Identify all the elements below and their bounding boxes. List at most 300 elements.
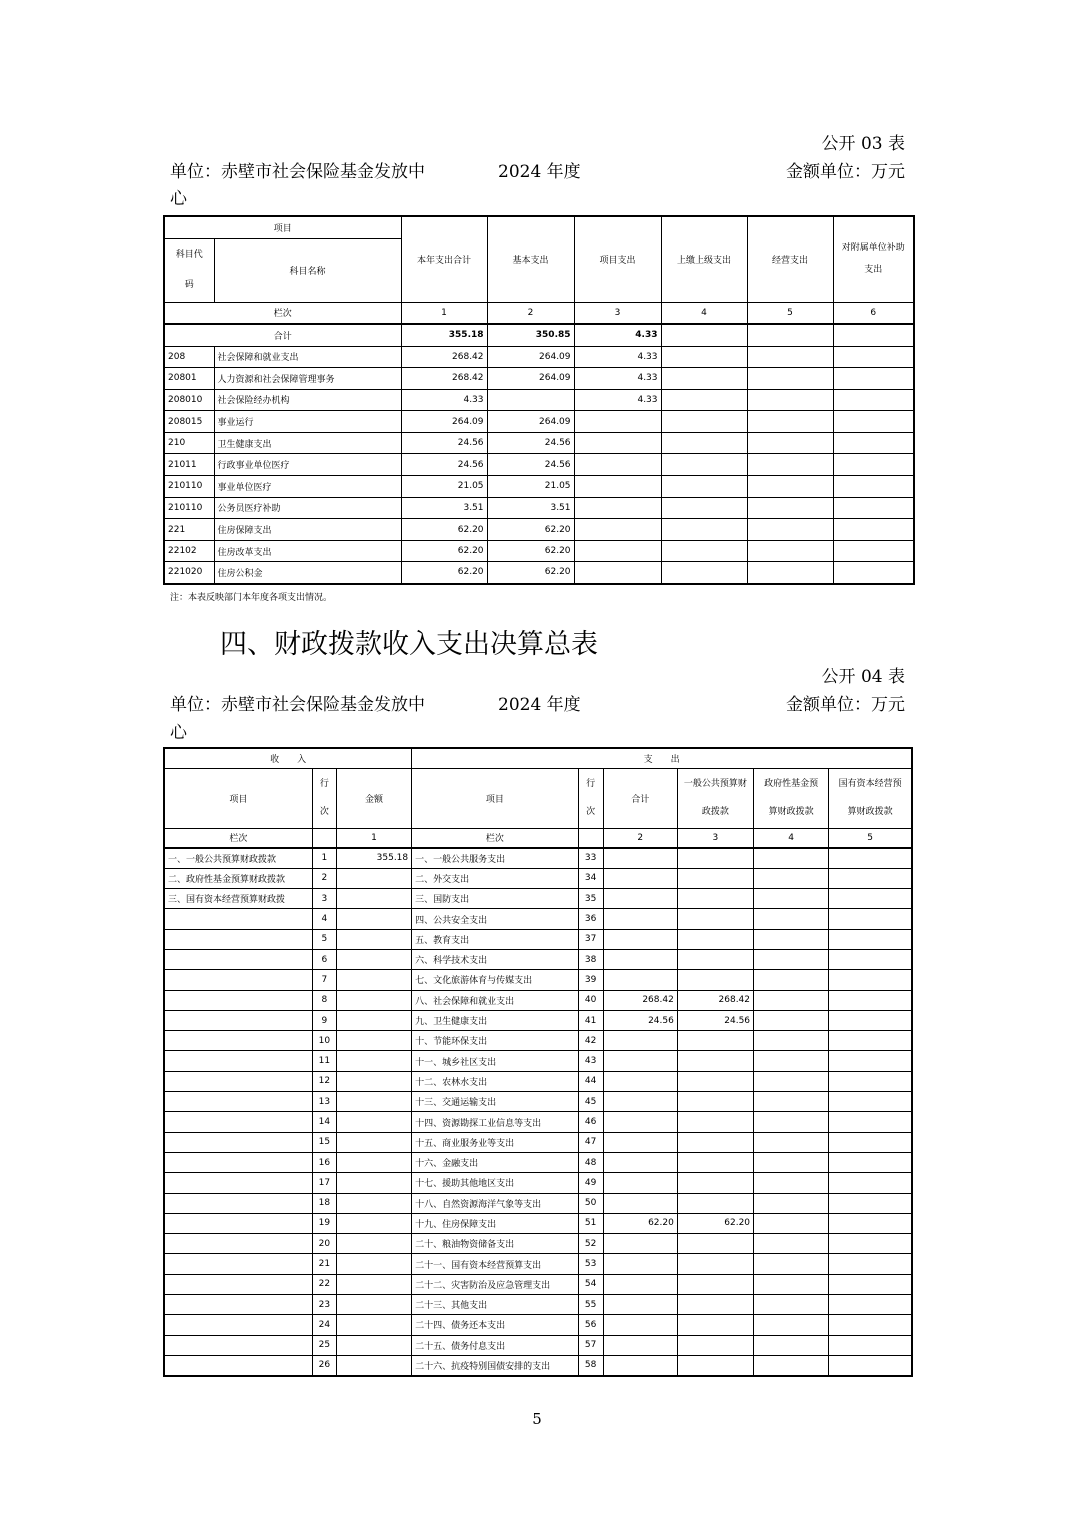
table-row (164, 949, 912, 969)
amount-cell (661, 411, 747, 433)
expense-item: 一、一般公共服务支出 (412, 848, 578, 868)
amount-cell (747, 411, 833, 433)
subject-name: 事业运行 (214, 411, 401, 433)
income-item (164, 1234, 312, 1254)
expense-general (677, 1092, 753, 1112)
expense-total (603, 1152, 677, 1172)
expense-total (603, 970, 677, 990)
expense-item: 十五、商业服务业等支出 (412, 1132, 578, 1152)
expense-item: 二十一、国有资本经营预算支出 (412, 1254, 578, 1274)
expense-rownum: 49 (578, 1173, 603, 1193)
income-rownum: 7 (312, 970, 336, 990)
income-amount (336, 889, 411, 909)
income-rownum: 6 (312, 949, 336, 969)
table3-lanci-row (164, 302, 914, 324)
expense-general (677, 1152, 753, 1172)
table3-col5-header: 经营支出 (747, 216, 833, 302)
amount-cell (833, 476, 914, 498)
expense-total (603, 1254, 677, 1274)
amount-cell: 21.05 (401, 476, 487, 498)
income-item: 一、一般公共预算财政拨款 (164, 848, 312, 868)
amount-cell (661, 346, 747, 368)
table4-amount-header: 金额 (336, 768, 411, 828)
amount-cell (574, 562, 661, 584)
amount-cell (574, 540, 661, 562)
table3-col4-header: 上缴上级支出 (661, 216, 747, 302)
table3-total-cell (833, 324, 914, 346)
expense-general (677, 848, 753, 868)
table4-project-header: 项目 (164, 768, 312, 828)
expense-state (829, 868, 912, 888)
amount-cell: 4.33 (574, 346, 661, 368)
expense-state (829, 1335, 912, 1355)
expense-state (829, 1234, 912, 1254)
expense-item: 二十四、债务还本支出 (412, 1315, 578, 1335)
table3-total-cell: 4.33 (574, 324, 661, 346)
expense-total (603, 1234, 677, 1254)
expense-item: 七、文化旅游体育与传媒支出 (412, 970, 578, 990)
income-item (164, 1173, 312, 1193)
amount-cell: 62.20 (487, 562, 574, 584)
subject-name: 公务员医疗补助 (214, 497, 401, 519)
table3-lanci: 3 (574, 302, 661, 324)
subject-code: 22102 (164, 540, 214, 562)
income-item (164, 949, 312, 969)
income-item (164, 1132, 312, 1152)
amount-cell (661, 389, 747, 411)
amount-cell (661, 562, 747, 584)
expense-general (677, 1071, 753, 1091)
expense-rownum: 57 (578, 1335, 603, 1355)
table-row (164, 1213, 912, 1233)
expense-fund (754, 1254, 829, 1274)
expense-total (603, 1112, 677, 1132)
income-item (164, 1335, 312, 1355)
table-row (164, 411, 914, 433)
amount-cell (661, 497, 747, 519)
expense-general (677, 970, 753, 990)
expense-item: 十七、援助其他地区支出 (412, 1173, 578, 1193)
amount-cell (747, 540, 833, 562)
expense-general: 268.42 (677, 990, 753, 1010)
subject-name: 社会保障和就业支出 (214, 346, 401, 368)
table3-total-label: 合计 (164, 324, 401, 346)
amount-cell: 3.51 (401, 497, 487, 519)
table-row (164, 1193, 912, 1213)
expense-rownum: 36 (578, 909, 603, 929)
income-rownum: 12 (312, 1071, 336, 1091)
expense-rownum: 34 (578, 868, 603, 888)
table3-subject-code-header: 科目代码 (164, 238, 214, 302)
table-row (164, 432, 914, 454)
table-row (164, 368, 914, 390)
income-rownum: 13 (312, 1092, 336, 1112)
expense-state (829, 909, 912, 929)
amount-cell (661, 519, 747, 541)
table4-lanci-amount: 1 (336, 828, 411, 848)
table4-lanci: 2 (603, 828, 677, 848)
table-row (164, 868, 912, 888)
amount-cell (747, 389, 833, 411)
income-amount (336, 868, 411, 888)
income-amount (336, 990, 411, 1010)
amount-cell (574, 411, 661, 433)
amount-cell (747, 497, 833, 519)
expense-state (829, 1152, 912, 1172)
income-item (164, 1315, 312, 1335)
amount-cell (833, 540, 914, 562)
expense-total (603, 1071, 677, 1091)
amount-cell: 4.33 (574, 368, 661, 390)
table3-lanci: 1 (401, 302, 487, 324)
table3-col1-header: 本年支出合计 (401, 216, 487, 302)
amount-cell: 21.05 (487, 476, 574, 498)
table-row (164, 519, 914, 541)
table-row (164, 389, 914, 411)
table-row (164, 1010, 912, 1030)
expense-general (677, 1254, 753, 1274)
amount-cell (747, 432, 833, 454)
income-amount (336, 909, 411, 929)
expense-general (677, 1112, 753, 1132)
table4-rownum2-header: 行次 (578, 768, 603, 828)
table3-total-cell: 350.85 (487, 324, 574, 346)
table4-lanci: 3 (677, 828, 753, 848)
expense-fund (754, 949, 829, 969)
income-amount (336, 1031, 411, 1051)
income-amount (336, 1173, 411, 1193)
table3-total-cell: 355.18 (401, 324, 487, 346)
subject-code: 208 (164, 346, 214, 368)
expense-item: 九、卫生健康支出 (412, 1010, 578, 1030)
income-item (164, 990, 312, 1010)
expense-item: 二十五、债务付息支出 (412, 1335, 578, 1355)
table4 (163, 747, 913, 1377)
income-item: 三、国有资本经营预算财政拨 (164, 889, 312, 909)
income-amount (336, 1132, 411, 1152)
income-rownum: 17 (312, 1173, 336, 1193)
table-row (164, 1234, 912, 1254)
table3-note: 注：本表反映部门本年度各项支出情况。 (170, 593, 333, 603)
expense-fund (754, 1355, 829, 1375)
expense-item: 二十六、抗疫特别国债安排的支出 (412, 1355, 578, 1375)
table-row (164, 540, 914, 562)
income-amount (336, 929, 411, 949)
expense-general (677, 1355, 753, 1375)
expense-state (829, 949, 912, 969)
expense-item: 十四、资源勘探工业信息等支出 (412, 1112, 578, 1132)
expense-item: 十八、自然资源海洋气象等支出 (412, 1193, 578, 1213)
expense-total (603, 1335, 677, 1355)
amount-cell (487, 389, 574, 411)
income-amount (336, 1254, 411, 1274)
expense-rownum: 55 (578, 1295, 603, 1315)
table3-year: 2024 年度 (498, 162, 581, 182)
expense-state (829, 1274, 912, 1294)
table-row (164, 1152, 912, 1172)
page-number: 5 (532, 1410, 542, 1428)
table-row (164, 1092, 912, 1112)
expense-total (603, 1315, 677, 1335)
amount-cell (747, 368, 833, 390)
expense-general (677, 1274, 753, 1294)
expense-total (603, 889, 677, 909)
expense-fund (754, 1295, 829, 1315)
table3-unit-cont: 心 (170, 189, 187, 209)
amount-cell: 4.33 (401, 389, 487, 411)
subject-name: 事业单位医疗 (214, 476, 401, 498)
expense-state (829, 1010, 912, 1030)
expense-rownum: 44 (578, 1071, 603, 1091)
table3-col6-header: 对附属单位补助支出 (833, 216, 914, 302)
expense-state (829, 1071, 912, 1091)
subject-code: 221 (164, 519, 214, 541)
amount-cell: 3.51 (487, 497, 574, 519)
table4-money-unit: 金额单位：万元 (786, 695, 905, 715)
amount-cell (833, 454, 914, 476)
amount-cell (747, 454, 833, 476)
amount-cell (833, 411, 914, 433)
expense-total (603, 929, 677, 949)
expense-general (677, 1173, 753, 1193)
amount-cell (833, 346, 914, 368)
expense-fund (754, 970, 829, 990)
table3-subject-name-header: 科目名称 (214, 238, 401, 302)
amount-cell: 62.20 (401, 519, 487, 541)
expense-state (829, 1031, 912, 1051)
income-amount (336, 1092, 411, 1112)
income-item (164, 1213, 312, 1233)
amount-cell (574, 519, 661, 541)
amount-cell (574, 476, 661, 498)
income-item (164, 1031, 312, 1051)
expense-state (829, 1193, 912, 1213)
expense-total: 268.42 (603, 990, 677, 1010)
income-rownum: 24 (312, 1315, 336, 1335)
subject-code: 208015 (164, 411, 214, 433)
subject-name: 人力资源和社会保障管理事务 (214, 368, 401, 390)
expense-rownum: 40 (578, 990, 603, 1010)
income-rownum: 23 (312, 1295, 336, 1315)
subject-name: 住房改革支出 (214, 540, 401, 562)
amount-cell: 264.09 (487, 368, 574, 390)
expense-item: 十六、金融支出 (412, 1152, 578, 1172)
amount-cell: 4.33 (574, 389, 661, 411)
table4-lanci-empty (312, 828, 336, 848)
income-item (164, 929, 312, 949)
expense-state (829, 1112, 912, 1132)
income-rownum: 14 (312, 1112, 336, 1132)
expense-total (603, 1092, 677, 1112)
expense-state (829, 889, 912, 909)
amount-cell (747, 519, 833, 541)
expense-item: 十一、城乡社区支出 (412, 1051, 578, 1071)
income-amount (336, 1152, 411, 1172)
table-row (164, 1173, 912, 1193)
expense-fund (754, 1213, 829, 1233)
expense-total (603, 1173, 677, 1193)
table3-lanci: 5 (747, 302, 833, 324)
expense-rownum: 56 (578, 1315, 603, 1335)
income-rownum: 15 (312, 1132, 336, 1152)
amount-cell: 62.20 (401, 562, 487, 584)
expense-total (603, 868, 677, 888)
expense-total (603, 1295, 677, 1315)
table-row (164, 929, 912, 949)
table4-lanci-empty (578, 828, 603, 848)
subject-code: 210110 (164, 497, 214, 519)
subject-name: 住房保障支出 (214, 519, 401, 541)
table-row (164, 454, 914, 476)
income-item (164, 909, 312, 929)
amount-cell: 24.56 (487, 432, 574, 454)
amount-cell (661, 540, 747, 562)
amount-cell (574, 497, 661, 519)
expense-item: 十二、农林水支出 (412, 1071, 578, 1091)
income-rownum: 19 (312, 1213, 336, 1233)
table-row (164, 1335, 912, 1355)
income-rownum: 10 (312, 1031, 336, 1051)
expense-fund (754, 889, 829, 909)
income-rownum: 1 (312, 848, 336, 868)
expense-total: 24.56 (603, 1010, 677, 1030)
table-row (164, 1274, 912, 1294)
expense-total (603, 1274, 677, 1294)
amount-cell (747, 476, 833, 498)
table-row (164, 476, 914, 498)
income-rownum: 2 (312, 868, 336, 888)
expense-general (677, 1295, 753, 1315)
table4-lanci-label2: 栏次 (412, 828, 578, 848)
income-item (164, 1274, 312, 1294)
expense-rownum: 46 (578, 1112, 603, 1132)
amount-cell: 24.56 (487, 454, 574, 476)
table4-expense-header: 支 出 (412, 748, 912, 768)
expense-item: 十、节能环保支出 (412, 1031, 578, 1051)
expense-rownum: 48 (578, 1152, 603, 1172)
amount-cell (661, 368, 747, 390)
subject-code: 20801 (164, 368, 214, 390)
section-title: 四、财政拨款收入支出决算总表 (220, 629, 598, 660)
table-row (164, 990, 912, 1010)
table3-lanci: 6 (833, 302, 914, 324)
expense-state (829, 1051, 912, 1071)
expense-item: 三、国防支出 (412, 889, 578, 909)
table3-code: 公开 03 表 (821, 134, 905, 154)
amount-cell (833, 562, 914, 584)
expense-state (829, 970, 912, 990)
income-item (164, 1010, 312, 1030)
expense-state (829, 1355, 912, 1375)
expense-rownum: 52 (578, 1234, 603, 1254)
table4-unit: 单位：赤壁市社会保险基金发放中 (170, 695, 425, 715)
table-row (164, 889, 912, 909)
table4-state-header: 国有资本经营预算财政拨款 (829, 768, 912, 828)
expense-item: 四、公共安全支出 (412, 909, 578, 929)
income-amount (336, 1193, 411, 1213)
table-row (164, 1254, 912, 1274)
expense-rownum: 42 (578, 1031, 603, 1051)
table4-lanci-label: 栏次 (164, 828, 312, 848)
income-item (164, 1152, 312, 1172)
amount-cell (574, 454, 661, 476)
table4-unit-cont: 心 (170, 723, 187, 743)
table4-lanci: 4 (754, 828, 829, 848)
expense-general (677, 1193, 753, 1213)
expense-total (603, 1193, 677, 1213)
income-amount (336, 1355, 411, 1375)
expense-fund (754, 848, 829, 868)
table-row (164, 1315, 912, 1335)
income-rownum: 18 (312, 1193, 336, 1213)
table4-total-header: 合计 (603, 768, 677, 828)
table-row (164, 346, 914, 368)
income-item (164, 1071, 312, 1091)
income-rownum: 4 (312, 909, 336, 929)
table4-income-header: 收 入 (164, 748, 412, 768)
expense-total (603, 1051, 677, 1071)
expense-rownum: 38 (578, 949, 603, 969)
amount-cell (574, 432, 661, 454)
amount-cell (833, 519, 914, 541)
table3-lanci-label: 栏次 (164, 302, 401, 324)
income-rownum: 11 (312, 1051, 336, 1071)
expense-general (677, 1335, 753, 1355)
expense-fund (754, 1010, 829, 1030)
table3-col2-header: 基本支出 (487, 216, 574, 302)
expense-general (677, 1234, 753, 1254)
expense-state (829, 1092, 912, 1112)
amount-cell: 24.56 (401, 454, 487, 476)
income-amount (336, 1295, 411, 1315)
income-rownum: 20 (312, 1234, 336, 1254)
table3-total-cell (661, 324, 747, 346)
expense-item: 二、外交支出 (412, 868, 578, 888)
amount-cell: 268.42 (401, 368, 487, 390)
expense-fund (754, 868, 829, 888)
amount-cell (833, 497, 914, 519)
expense-item: 二十三、其他支出 (412, 1295, 578, 1315)
table-row (164, 562, 914, 584)
income-rownum: 21 (312, 1254, 336, 1274)
expense-rownum: 58 (578, 1355, 603, 1375)
subject-code: 221020 (164, 562, 214, 584)
expense-rownum: 41 (578, 1010, 603, 1030)
table4-year: 2024 年度 (498, 695, 581, 715)
expense-rownum: 33 (578, 848, 603, 868)
expense-total (603, 909, 677, 929)
expense-rownum: 54 (578, 1274, 603, 1294)
income-rownum: 9 (312, 1010, 336, 1030)
amount-cell: 62.20 (487, 519, 574, 541)
expense-item: 十三、交通运输支出 (412, 1092, 578, 1112)
income-item (164, 1092, 312, 1112)
income-amount (336, 1274, 411, 1294)
table4-code: 公开 04 表 (821, 667, 905, 687)
expense-fund (754, 929, 829, 949)
subject-name: 社会保险经办机构 (214, 389, 401, 411)
amount-cell: 264.09 (487, 411, 574, 433)
expense-state (829, 1213, 912, 1233)
expense-rownum: 53 (578, 1254, 603, 1274)
amount-cell: 268.42 (401, 346, 487, 368)
subject-code: 210 (164, 432, 214, 454)
expense-total (603, 1031, 677, 1051)
amount-cell: 264.09 (487, 346, 574, 368)
table-row (164, 970, 912, 990)
income-amount (336, 1051, 411, 1071)
expense-total (603, 848, 677, 868)
